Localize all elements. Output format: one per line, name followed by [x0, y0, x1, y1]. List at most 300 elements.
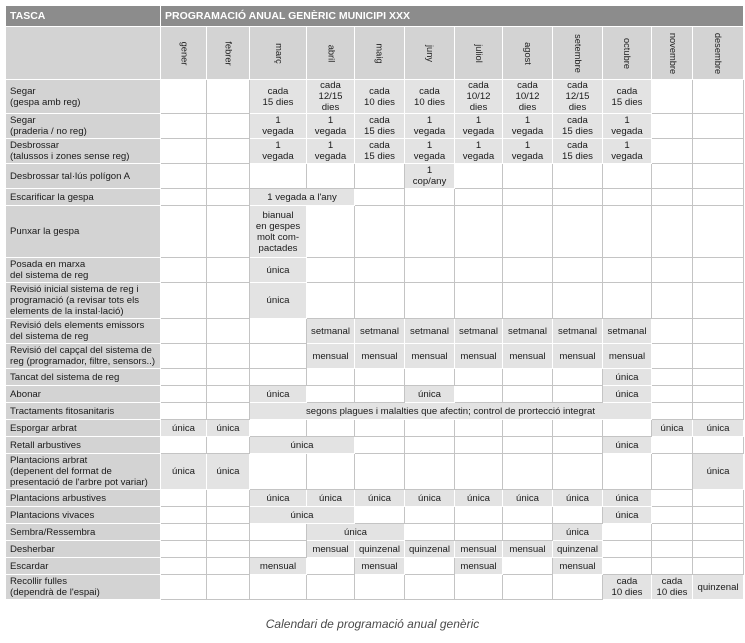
table-row — [6, 258, 744, 283]
empty-cell — [207, 139, 250, 164]
empty-cell — [603, 541, 652, 558]
schedule-value — [250, 283, 307, 319]
schedule-value-line: vegada — [511, 126, 544, 137]
schedule-value-line: vegada — [413, 151, 446, 162]
empty-cell — [603, 524, 652, 541]
empty-cell — [355, 206, 405, 258]
schedule-value — [307, 541, 355, 558]
schedule-value-line: única — [615, 439, 639, 451]
month-header — [652, 27, 693, 80]
task-label — [6, 437, 161, 454]
empty-cell — [652, 189, 693, 206]
task-label-line: (gespa amb reg) — [10, 96, 81, 108]
schedule-value — [307, 114, 355, 139]
empty-cell — [553, 437, 603, 454]
schedule-value — [455, 558, 503, 575]
month-header — [207, 27, 250, 80]
schedule-value — [405, 80, 455, 114]
schedule-value-line: setmanal — [508, 325, 547, 337]
schedule-value — [503, 319, 553, 344]
empty-cell — [355, 386, 405, 403]
empty-cell — [161, 164, 207, 189]
task-label-line: Segar — [10, 85, 36, 97]
schedule-value-line: vegada — [262, 151, 294, 162]
empty-cell — [503, 164, 553, 189]
empty-cell — [207, 558, 250, 575]
schedule-value — [455, 80, 503, 114]
empty-cell — [355, 507, 405, 524]
empty-cell — [207, 319, 250, 344]
schedule-value-line: cada — [419, 85, 440, 97]
schedule-value — [405, 490, 455, 507]
task-label-line: Revisió inicial sistema de reg i — [10, 284, 139, 295]
empty-cell — [503, 369, 553, 386]
empty-cell — [250, 164, 307, 189]
schedule-value-line: única — [266, 492, 290, 504]
schedule-value — [250, 437, 355, 454]
month-label: juny — [425, 44, 435, 62]
schedule-value-line: 1 — [475, 115, 482, 126]
schedule-value — [693, 420, 744, 437]
schedule-value-line: única — [216, 466, 240, 477]
task-label-line: Escardar — [10, 560, 49, 572]
schedule-value — [161, 420, 207, 437]
schedule-value-line: 10 dies — [414, 96, 445, 108]
empty-cell — [161, 344, 207, 369]
month-header — [405, 27, 455, 80]
empty-cell — [355, 369, 405, 386]
empty-cell — [455, 189, 503, 206]
schedule-value-line: única — [615, 509, 639, 521]
schedule-value-line: setmanal — [607, 325, 647, 337]
empty-cell — [652, 386, 693, 403]
schedule-value-line: 15 dies — [562, 151, 593, 162]
schedule-value-line: única — [266, 295, 290, 306]
schedule-value-line: 1 — [524, 140, 531, 151]
schedule-value-line: segons plagues i malalties que afectin; control de prortecció integrat — [305, 405, 596, 417]
task-label — [6, 575, 161, 600]
schedule-value-line: cada — [468, 80, 489, 91]
schedule-value-line: 1 — [475, 140, 482, 151]
schedule-value-line: mensual — [559, 350, 596, 362]
task-label — [6, 524, 161, 541]
empty-cell — [503, 189, 553, 206]
empty-cell — [207, 541, 250, 558]
empty-cell — [693, 206, 744, 258]
task-label-line: Retall arbustives — [10, 439, 81, 451]
empty-cell — [307, 454, 355, 490]
empty-cell — [652, 206, 693, 258]
empty-cell — [161, 189, 207, 206]
empty-cell — [455, 454, 503, 490]
table-row — [6, 369, 744, 386]
schedule-value — [553, 541, 603, 558]
empty-cell — [693, 369, 744, 386]
empty-cell — [503, 558, 553, 575]
schedule-value-line: única — [467, 492, 490, 504]
schedule-value — [603, 437, 652, 454]
empty-cell — [207, 189, 250, 206]
schedule-value — [603, 80, 652, 114]
schedule-value-line: dies — [518, 102, 537, 113]
empty-cell — [207, 80, 250, 114]
schedule-value-line: quinzenal — [556, 543, 599, 555]
empty-cell — [652, 319, 693, 344]
schedule-value-line: vegada — [314, 126, 347, 137]
empty-cell — [355, 575, 405, 600]
schedule-value-line: cada — [320, 80, 341, 91]
schedule-value-line: quinzenal — [358, 543, 401, 555]
empty-cell — [405, 189, 455, 206]
schedule-value-line: única — [418, 388, 441, 400]
schedule-value — [503, 80, 553, 114]
schedule-value-line: mensual — [460, 560, 497, 572]
empty-cell — [652, 139, 693, 164]
empty-cell — [207, 114, 250, 139]
schedule-value-line: cop/any — [412, 176, 447, 187]
empty-cell — [355, 189, 405, 206]
schedule-value — [250, 80, 307, 114]
schedule-value — [603, 507, 652, 524]
schedule-value — [603, 319, 652, 344]
schedule-value — [455, 114, 503, 139]
empty-cell — [503, 258, 553, 283]
schedule-value-line: cada — [369, 85, 390, 97]
task-label — [6, 403, 161, 420]
empty-cell — [307, 258, 355, 283]
table-row — [6, 437, 744, 454]
schedule-value-line: cada — [567, 115, 588, 126]
empty-cell — [161, 139, 207, 164]
schedule-value-line: vegada — [462, 126, 495, 137]
schedule-value — [553, 139, 603, 164]
schedule-value — [455, 319, 503, 344]
empty-cell — [307, 386, 355, 403]
table-row — [6, 524, 744, 541]
schedule-value — [161, 454, 207, 490]
schedule-value-line: 15 dies — [364, 151, 395, 162]
schedule-value-line: mensual — [509, 350, 546, 362]
table-row — [6, 114, 744, 139]
schedule-value-line: 10 dies — [611, 587, 643, 598]
schedule-value — [603, 369, 652, 386]
empty-cell — [455, 507, 503, 524]
empty-cell — [693, 189, 744, 206]
empty-cell — [161, 319, 207, 344]
empty-cell — [161, 114, 207, 139]
schedule-value-line: única — [418, 492, 441, 504]
schedule-value-line: 15 dies — [262, 96, 294, 108]
schedule-value — [603, 575, 652, 600]
schedule-value — [250, 403, 652, 420]
schedule-value-line: bianual — [262, 209, 294, 221]
schedule-value-line: setmanal — [311, 325, 350, 337]
schedule-value — [355, 490, 405, 507]
schedule-value — [553, 490, 603, 507]
schedule-value-line: 1 — [524, 115, 531, 126]
table-row — [6, 403, 744, 420]
empty-cell — [652, 507, 693, 524]
task-label-line: Esporgar arbrat — [10, 422, 77, 434]
empty-cell — [503, 524, 553, 541]
schedule-value-line: cada — [567, 140, 588, 151]
empty-cell — [603, 206, 652, 258]
schedule-value — [553, 344, 603, 369]
schedule-value-line: vegada — [611, 126, 643, 137]
table-row — [6, 319, 744, 344]
empty-cell — [161, 437, 207, 454]
table-row — [6, 80, 744, 114]
task-label-line: (dependrà de l'espai) — [10, 587, 100, 598]
empty-cell — [405, 575, 455, 600]
empty-cell — [455, 420, 503, 437]
schedule-value-line: 10/12 — [466, 91, 491, 102]
empty-cell — [652, 454, 693, 490]
schedule-value-line: única — [706, 466, 730, 477]
table-title: PROGRAMACIÓ ANUAL GENÈRIC MUNICIPI XXX — [161, 6, 744, 27]
task-label — [6, 164, 161, 189]
month-header — [161, 27, 207, 80]
month-header — [307, 27, 355, 80]
schedule-value-line: cada — [369, 140, 390, 151]
task-label-line: Plantacions arbrat — [10, 455, 88, 466]
schedule-value-line: 10 dies — [364, 96, 395, 108]
empty-cell — [652, 114, 693, 139]
empty-cell — [161, 206, 207, 258]
table-row — [6, 454, 744, 490]
empty-cell — [503, 386, 553, 403]
schedule-value-line: cada — [616, 576, 638, 587]
schedule-value — [553, 558, 603, 575]
schedule-value-line: setmanal — [459, 325, 498, 337]
empty-cell — [652, 258, 693, 283]
schedule-value — [307, 139, 355, 164]
month-header — [455, 27, 503, 80]
schedule-value — [307, 524, 405, 541]
schedule-value-line: cada — [369, 115, 390, 126]
task-label — [6, 507, 161, 524]
schedule-value — [250, 507, 355, 524]
empty-cell — [553, 369, 603, 386]
empty-cell — [207, 344, 250, 369]
empty-cell — [250, 369, 307, 386]
schedule-value — [405, 319, 455, 344]
programming-calendar — [5, 5, 743, 600]
empty-cell — [553, 283, 603, 319]
month-label: desembre — [713, 32, 724, 74]
empty-cell — [161, 490, 207, 507]
schedule-value — [603, 386, 652, 403]
empty-cell — [307, 575, 355, 600]
task-label-line: Revisió del capçal del sistema de — [10, 345, 152, 356]
empty-cell — [553, 189, 603, 206]
figure-caption: Calendari de programació anual genèric — [265, 617, 480, 631]
schedule-value-line: 1 — [624, 140, 630, 151]
empty-cell — [405, 369, 455, 386]
schedule-value — [307, 490, 355, 507]
task-label-line: presentació de l'arbre pot variar) — [10, 477, 148, 488]
schedule-value-line: mensual — [411, 350, 448, 362]
schedule-value-line: vegada — [511, 151, 544, 162]
month-label: maig — [375, 42, 385, 64]
month-label: juliol — [473, 43, 484, 63]
empty-cell — [307, 164, 355, 189]
empty-cell — [503, 283, 553, 319]
schedule-value-line: cada — [267, 85, 289, 97]
schedule-value-line: quinzenal — [697, 581, 739, 593]
empty-cell — [207, 386, 250, 403]
task-label-line: Punxar la gespa — [10, 226, 80, 237]
schedule-value-line: setmanal — [410, 325, 449, 337]
task-label-line: Tractaments fitosanitaris — [10, 405, 115, 417]
schedule-value — [355, 319, 405, 344]
schedule-value-line: única — [368, 492, 391, 504]
empty-cell — [161, 524, 207, 541]
schedule-value — [693, 454, 744, 490]
empty-cell — [355, 283, 405, 319]
empty-cell — [405, 524, 455, 541]
empty-cell — [553, 420, 603, 437]
task-label — [6, 369, 161, 386]
empty-cell — [503, 206, 553, 258]
schedule-value-line: única — [615, 371, 639, 383]
schedule-value-line: 1 vegada a l'any — [267, 191, 337, 203]
empty-cell — [652, 524, 693, 541]
schedule-value-line: vegada — [314, 151, 347, 162]
schedule-value-line: dies — [321, 102, 340, 113]
schedule-value — [652, 420, 693, 437]
empty-cell — [355, 420, 405, 437]
table-row — [6, 575, 744, 600]
task-label-line: Desherbar — [10, 543, 55, 555]
schedule-value-line: mensual — [460, 543, 497, 555]
schedule-value — [250, 490, 307, 507]
schedule-value — [250, 206, 307, 258]
schedule-value — [355, 344, 405, 369]
empty-cell — [207, 164, 250, 189]
empty-cell — [652, 344, 693, 369]
empty-cell — [503, 437, 553, 454]
task-label — [6, 114, 161, 139]
schedule-value-line: 1 — [426, 165, 433, 176]
empty-cell — [307, 369, 355, 386]
schedule-value-line: molt com- — [256, 231, 300, 243]
empty-cell — [455, 206, 503, 258]
empty-cell — [553, 164, 603, 189]
schedule-value-line: mensual — [559, 560, 596, 572]
schedule-value-line: pactades — [258, 242, 298, 254]
empty-cell — [250, 541, 307, 558]
schedule-value-line: cada — [661, 576, 683, 587]
month-header — [250, 27, 307, 80]
schedule-value — [455, 344, 503, 369]
table-row — [6, 386, 744, 403]
schedule-value — [250, 189, 355, 206]
schedule-value — [503, 139, 553, 164]
empty-cell — [250, 575, 307, 600]
empty-cell — [693, 319, 744, 344]
schedule-value-line: setmanal — [360, 325, 399, 337]
empty-cell — [455, 283, 503, 319]
schedule-value — [603, 114, 652, 139]
table-row — [6, 558, 744, 575]
schedule-value — [405, 386, 455, 403]
schedule-value — [355, 541, 405, 558]
task-label — [6, 490, 161, 507]
task-label — [6, 80, 161, 114]
table-row — [6, 344, 744, 369]
empty-cell — [652, 369, 693, 386]
table-row — [6, 206, 744, 258]
schedule-value-line: dies — [469, 102, 488, 113]
task-label-line: Desbrossar tal·lús polígon A — [10, 170, 130, 182]
schedule-value — [603, 490, 652, 507]
schedule-value-line: cada — [616, 85, 638, 97]
schedule-value — [250, 139, 307, 164]
empty-cell — [693, 386, 744, 403]
empty-cell — [693, 80, 744, 114]
empty-cell — [161, 386, 207, 403]
schedule-value-line: única — [615, 388, 639, 400]
empty-cell — [652, 558, 693, 575]
empty-cell — [161, 258, 207, 283]
empty-cell — [455, 369, 503, 386]
table-row — [6, 490, 744, 507]
task-label-line: Plantacions vivaces — [10, 509, 95, 521]
task-label-line: programació (a revisar tots els — [10, 295, 140, 306]
schedule-value — [307, 344, 355, 369]
task-label — [6, 558, 161, 575]
month-label: setembre — [572, 33, 583, 73]
empty-cell — [693, 490, 744, 507]
schedule-value-line: setmanal — [558, 325, 597, 337]
schedule-value-line: vegada — [413, 126, 446, 137]
empty-cell — [693, 524, 744, 541]
schedule-value-line: mensual — [361, 350, 398, 362]
empty-cell — [250, 524, 307, 541]
schedule-value — [355, 139, 405, 164]
schedule-value — [503, 541, 553, 558]
task-label-line: Revisió dels elements emissors — [10, 320, 145, 331]
empty-cell — [455, 386, 503, 403]
schedule-value-line: 10/12 — [515, 91, 540, 102]
schedule-value — [250, 114, 307, 139]
task-label — [6, 541, 161, 558]
table-row — [6, 541, 744, 558]
empty-cell — [161, 558, 207, 575]
task-label — [6, 189, 161, 206]
schedule-value — [307, 319, 355, 344]
task-label — [6, 319, 161, 344]
schedule-value — [553, 524, 603, 541]
schedule-value — [250, 558, 307, 575]
empty-cell — [652, 164, 693, 189]
schedule-value-line: única — [266, 264, 290, 276]
task-label — [6, 420, 161, 437]
task-label-line: (depenent del format de — [10, 466, 112, 477]
schedule-value-line: mensual — [312, 543, 349, 555]
empty-cell — [207, 206, 250, 258]
schedule-value-line: 1 — [426, 140, 433, 151]
schedule-value — [455, 541, 503, 558]
empty-cell — [693, 139, 744, 164]
schedule-value — [693, 575, 744, 600]
schedule-value — [405, 114, 455, 139]
empty-cell — [553, 386, 603, 403]
empty-cell — [455, 164, 503, 189]
task-label-line: reg (programador, filtre, sensors..) — [10, 356, 156, 367]
table-row — [6, 507, 744, 524]
